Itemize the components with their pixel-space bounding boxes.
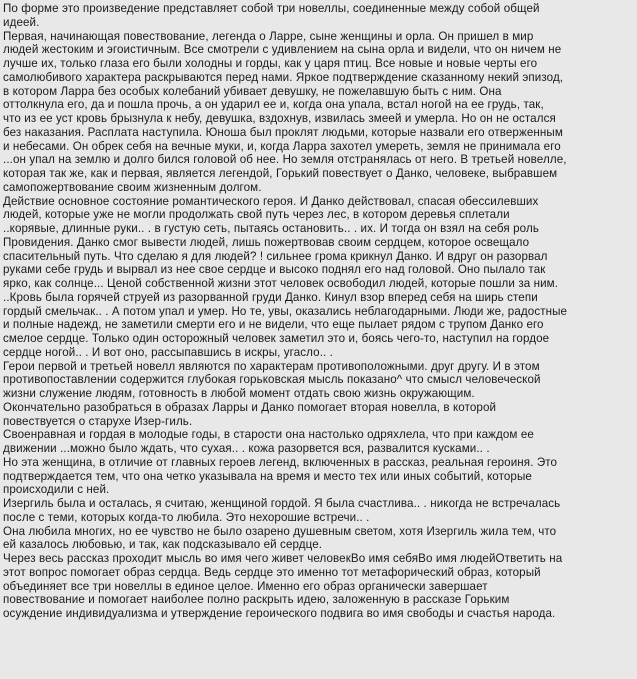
text-line: Она любила многих, но ее чувство не было озарено душевным светом, хотя Изергиль жила тем, что — [3, 524, 557, 538]
text-line: объединяет все три новеллы в единое целое. Именно его образ органически завершает — [3, 579, 488, 593]
text-line: без наказания. Расплата наступила. Юноша был проклят людьми, которые назвали его отверженным — [3, 125, 563, 139]
text-line: ..Кровь была горячей струей из разорванной груди Данко. Кинул взор вперед себя на ширь степи — [3, 290, 538, 304]
text-line: Окончательно разобраться в образах Ларры и Данко помогает вторая новелла, в которой — [3, 400, 497, 414]
text-line: Первая, начинающая повествование, легенда о Ларре, сыне женщины и орла. Он пришел в мир — [3, 29, 534, 43]
text-line: Герои первой и третьей новелл являются по характерам противоположными. друг другу. И в этом — [3, 359, 540, 373]
text-line: гордый смельчак.. . А потом упал и умер. Но те, увы, оказались неблагодарными. Люди же, радостные — [3, 304, 568, 318]
text-line: Провидения. Данко смог вывести людей, лишь пожертвовав своим сердцем, которое освещало — [3, 235, 530, 249]
text-line: повествуется о старухе Изер-гиль. — [3, 414, 193, 428]
text-line: что из ее уст кровь брызнула к небу, девушка, вздохнув, извилась змеей и умерла. Но он не остался — [3, 112, 556, 125]
text-line: людей жестоким и эгоистичным. Все смотрели с удивлением на сына орла и видели, что он ничем не — [3, 43, 562, 57]
text-line: повествование и помогает наиболее полно раскрыть идею, заложенную в рассказе Горьким — [3, 593, 510, 607]
text-line: и полные надежд, не заметили смерти его и не видели, что еще пылает рядом с трупом Данко его — [3, 318, 544, 332]
text-line: людей, которые уже не могли продолжать свой путь через лес, в котором деревья сплетали — [3, 208, 510, 222]
text-line: оттолкнула его, да и пошла прочь, а он ударил ее и, когда она упала, встал ногой на ее грудь, так, — [3, 98, 544, 112]
text-line: Действие основное состояние романтического героя. И Данко действовал, спасая обессилевших — [3, 194, 539, 208]
text-line: спасительный путь. Что сделаю я для людей? ! сильнее грома крикнул Данко. И вдруг он разорвал — [3, 249, 548, 263]
text-line: ...он упал на землю и долго бился головой об нее. Но земля отстранялась от него. В третьей новелле, — [3, 153, 567, 167]
text-line: после с теми, которых когда-то любила. Это нехорошие встречи.. . — [3, 510, 370, 524]
text-line: Через весь рассказ проходит мысль во имя чего живет человекВо имя себяВо имя людейОтветить на — [3, 552, 563, 565]
text-line: Своенравная и гордая в молодые годы, в старости она настолько одряхлела, что при каждом ее — [3, 428, 534, 442]
text-line: происходили с ней. — [3, 483, 110, 497]
text-line: самолюбивого характера раскрываются перед нами. Яркое подтверждение сказанному некий эпизод, — [3, 70, 564, 84]
text-line: которая так же, как и первая, является легендой, Горький повествует о Данко, человеке, выбравшем — [3, 167, 558, 180]
text-line: противопоставлении содержится глубокая горьковская мысль показано^ что смысл человеческой — [3, 373, 541, 387]
text-line: лучше их, только глаза его были холодны и горды, как у царя птиц. Все новые и новые черты его — [3, 57, 538, 70]
text-line: смелое сердце. Только один осторожный человек заметил это и, боясь чего-то, наступил на гордое — [3, 332, 550, 345]
text-line: Изергиль была и осталась, я считаю, женщиной гордой. Я была счастлива.. . никогда не встречалась — [3, 497, 561, 510]
text-line: движении ...можно было ждать, что сухая.. . кожа разорвется вся, развалится кусками.. . — [3, 442, 490, 455]
text-line: ярко, как солнце... Ценой собственной жизни этот человек освободил людей, которые пошли за ним. — [3, 277, 559, 290]
text-line: идеей. — [3, 15, 40, 29]
text-line: руками себе грудь и вырвал из нее свое сердце и высоко поднял его над головой. Оно пылало так — [3, 263, 546, 277]
text-line: ..корявые, длинные руки.. . в густую сеть, пытаясь остановить.. . их. И тогда он взял на себя роль — [3, 222, 539, 235]
text-line: ей казалось любовью, и так, как подсказывало ей сердце. — [3, 538, 323, 552]
text-line: осуждение индивидуализма и утверждение героического подвига во имя свободы и счастья народа. — [3, 607, 556, 620]
text-line: жизни служение людям, готовность в любой момент отдать свою жизнь окружающим. — [3, 387, 475, 400]
text-line: и небесами. Он обрек себя на вечные муки, и, когда Ларра захотел умереть, земля не принимала его — [3, 139, 561, 153]
text-line: По форме это произведение представляет собой три новеллы, соединенные между собой общей — [3, 2, 540, 15]
text-line: подтверждается тем, что она четко указывала на время и место тех или иных событий, которые — [3, 469, 532, 483]
text-line: этот вопрос помогает образ сердца. Ведь сердце это именно тот метафорический образ, который — [3, 565, 541, 579]
text-line: Но эта женщина, в отличие от главных героев легенд, включенных в рассказ, реальная героиня. Это — [3, 455, 558, 469]
text-line: в котором Ларра без особых колебаний убивает девушку, не пожелавшую быть с ним. Она — [3, 84, 502, 98]
text-line: сердце ногой.. . И вот оно, рассыпавшись в искры, угасло.. . — [3, 345, 334, 359]
text-line: самопожертвование своим жизненным долгом. — [3, 180, 262, 194]
